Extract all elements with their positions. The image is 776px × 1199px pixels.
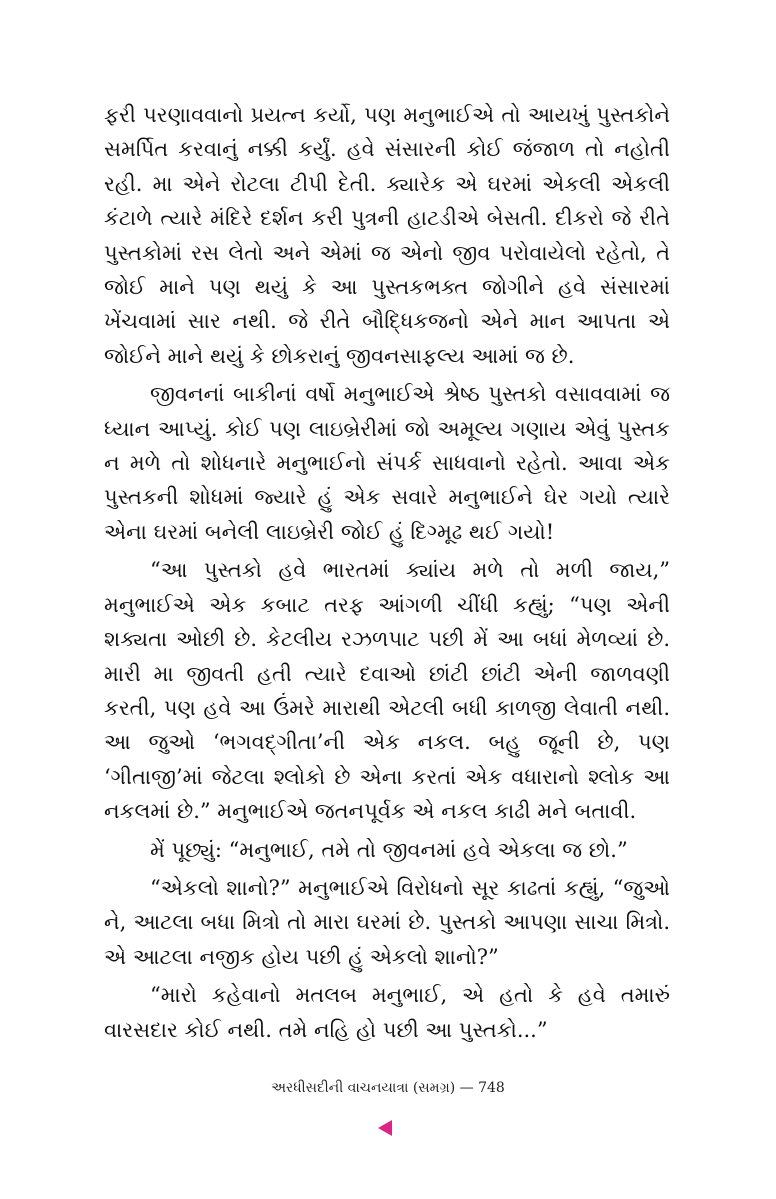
left-triangle-icon [377, 1118, 393, 1138]
paragraph-6: “મારો કહેવાનો મતલબ મનુભાઈ, એ હતો કે હવે તમારું વારસદાર કોઈ નથી. તમે નહિ હો પછી આ પુસ્તકો...” [104, 983, 670, 1042]
paragraph-4: મેં પૂછ્યું: “મનુભાઈ, તમે તો જીવનમાં હવે એકલા જ છો.” [150, 837, 628, 862]
paragraph-3: “આ પુસ્તકો હવે ભારતમાં ક્યાંય મળે તો મળી જાય,” મનુભાઈએ એક કબાટ તરફ આંગળી ચીંધી કહ્યું; “પણ એની શક્યતા ઓછી છે. કેટલીય રઝળપાટ પછી મેં આ બધાં મેળવ્યાં છે. મારી મા જીવતી હતી ત્યારે દવાઓ છાંટી છાંટી એની જાળવણી કરતી, પણ હવે આ ઉંમરે મારાથી એટલી બધી કાળજી લેવાતી નથી. આ જુઓ ‘ભગવદ્ગીતા’ની એક નકલ. બહુ જૂની છે, પણ ‘ગીતાજી’માં જેટલા શ્લોકો છે એના કરતાં એક વધારાનો શ્લોક આ નકલમાં છે.” મનુભાઈએ જતનપૂર્વક એ નકલ કાઢી મને બતાવી. [104, 558, 670, 824]
page-footer: અરધીસદીની વાચનયાત્રા (સમગ્ર) — 748 [271, 1080, 505, 1096]
page-body [104, 98, 670, 1047]
paragraph-5: “એકલો શાનો?” મનુભાઈએ વિરોધનો સૂર કાઢતાં કહ્યું, “જુઓ ને, આટલા બધા મિત્રો તો મારા ઘરમાં છે. પુસ્તકો આપણા સાચા મિત્રો. એ આટલા નજીક હોય પછી હું એકલો શાનો?” [104, 875, 670, 969]
paragraph-2: જીવનનાં બાકીનાં વર્ષો મનુભાઈએ શ્રેષ્ઠ પુસ્તકો વસાવવામાં જ ધ્યાન આપ્યું. કોઈ પણ લાઇબ્રેરીમાં જો અમૂલ્ય ગણાય એવું પુસ્તક ન મળે તો શોધનારે મનુભાઈનો સંપર્ક સાધવાનો રહેતો. આવા એક પુસ્તકની શોધમાં જ્યારે હું એક સવારે મનુભાઈને ઘેર ગયો ત્યારે એના ઘરમાં બનેલી લાઇબ્રેરી જોઈ હું દિગ્મૂઢ થઈ ગયો! [104, 382, 670, 544]
previous-page-button[interactable] [377, 1118, 393, 1138]
paragraph-1: ફરી પરણાવવાનો પ્રયત્ન કર્યો, પણ મનુભાઈએ તો આયખું પુસ્તકોને સમર્પિત કરવાનું નક્કી કર્યું. હવે સંસારની કોઈ જંજાળ તો નહોતી રહી. મા એને રોટલા ટીપી દેતી. ક્યારેક એ ઘરમાં એકલી એકલી કંટાળે ત્યારે મંદિરે દર્શન કરી પુત્રની હાટડીએ બેસતી. દીકરો જે રીતે પુસ્તકોમાં રસ લેતો અને એમાં જ એનો જીવ પરોવાયેલો રહેતો, તે જોઈ માને પણ થયું કે આ પુસ્તકભક્ત જોગીને હવે સંસારમાં ખેંચવામાં સાર નથી. જે રીતે બૌદ્ધિકજનો એને માન આપતા એ જોઈને માને થયું કે છોકરાનું જીવનસાફલ્ય આમાં જ છે. [104, 103, 670, 368]
